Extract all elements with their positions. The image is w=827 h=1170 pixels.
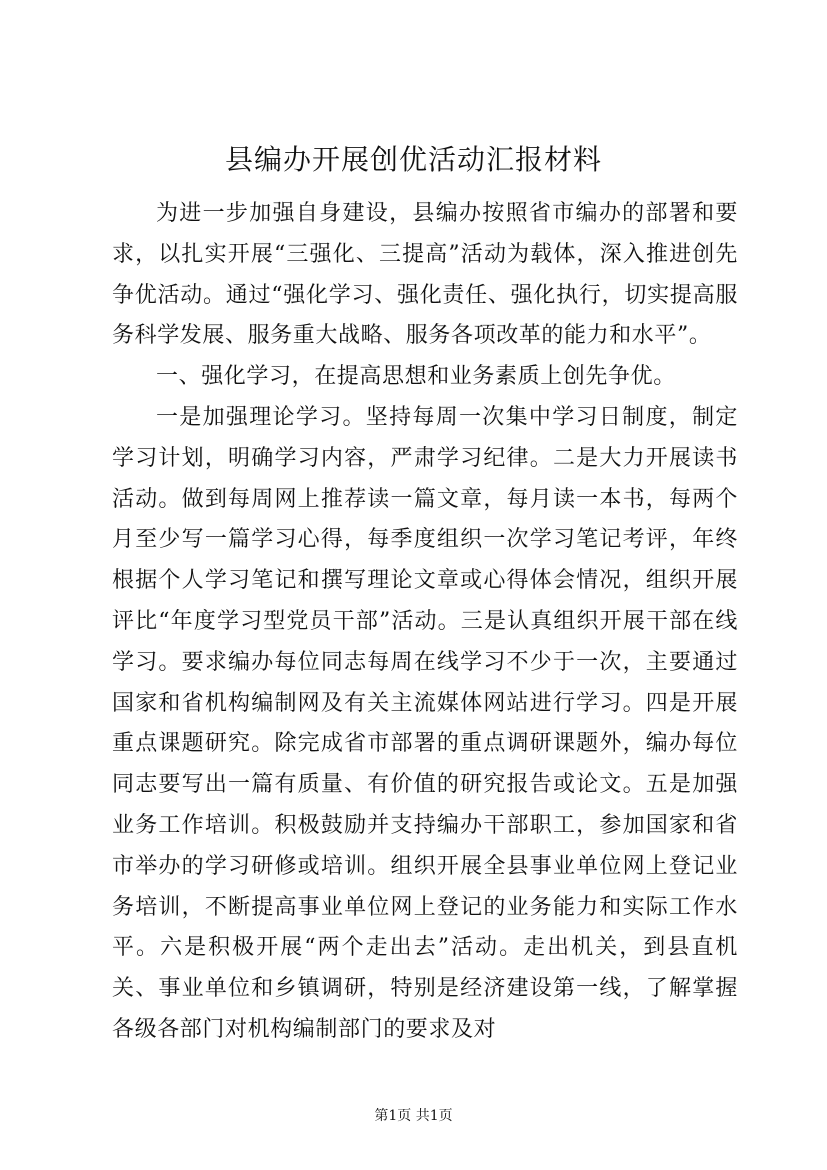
document-title: 县编办开展创优活动汇报材料: [224, 143, 602, 176]
paragraph-section-heading: 一、强化学习，在提高思想和业务素质上创先争优。: [156, 364, 676, 390]
paragraph-learning-details: 一是加强理论学习。坚持每周一次集中学习日制度，制定学习计划，明确学习内容，严肃学习纪律。二是大力开展读书活动。做到每周网上推荐读一篇文章，每月读一本书，每两个月至少写一篇学习心得，每季度组织一次学习笔记考评，年终根据个人学习笔记和撰写理论文章或心得体会情况，组织开展评比“年度学习型党员干部”活动。三是认真组织开展干部在线学习。要求编办每位同志每周在线学习不少于一次，主要通过国家和省机构编制网及有关主流媒体网站进行学习。四是开展重点课题研究。除完成省市部署的重点调研课题外，编办每位同志要写出一篇有质量、有价值的研究报告或论文。五是加强业务工作培训。积极鼓励并支持编办干部职工，参加国家和省市举办的学习研修或培训。组织开展全县事业单位网上登记业务培训，不断提高事业单位网上登记的业务能力和实际工作水平。六是积极开展“两个走出去”活动。走出机关，到县直机关、事业单位和乡镇调研，特别是经济建设第一线，了解掌握各级各部门对机构编制部门的要求及对: [112, 404, 738, 1042]
document-body: [112, 194, 738, 1051]
paragraph-intro: 为进一步加强自身建设，县编办按照省市编办的部署和要求，以扎实开展“三强化、三提高”活动为载体，深入推进创先争优活动。通过“强化学习、强化责任、强化执行，切实提高服务科学发展、服务重大战略、服务各项改革的能力和水平”。: [112, 201, 738, 349]
page-footer: 第1页 共1页: [374, 1108, 453, 1124]
